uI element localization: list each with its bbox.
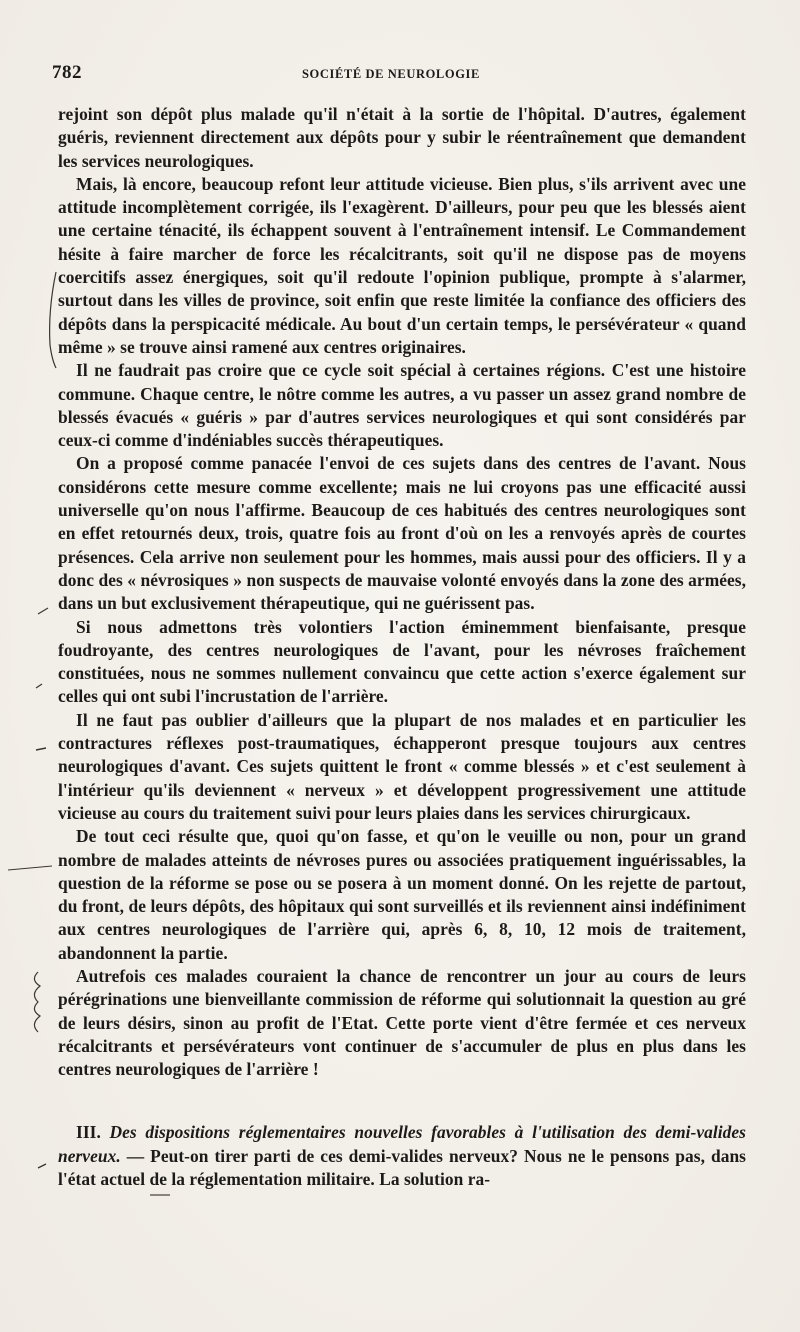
separator-rule [150,1194,170,1196]
paragraph-7: De tout ceci résulte que, quoi qu'on fasse, et qu'on le veuille ou non, pour un grand nombre de malades atteints de névroses pures ou associées pratiquement inguérissables, la question de la réforme se pose ou se posera à un moment donné. On les rejette de partout, du front, de leurs dépôts, des hôpitaux qui sont surveillés et ils reviennent ainsi indéfiniment aux centres neurologiques de l'arrière qui, après 6, 8, 10, 12 mois de traitement, abandonnent la partie. [58,826,746,963]
paragraph-2: Mais, là encore, beaucoup refont leur attitude vicieuse. Bien plus, s'ils arrivent avec une attitude incomplètement corrigée, ils l'exagèrent. D'ailleurs, pour peu que les blessés aient une certaine ténacité, ils échappent souvent à l'entraînement intensif. Le Commandement hésite à faire marcher de force les récalcitrants, soit qu'il ne dispose pas de moyens coercitifs assez énergiques, soit qu'il redoute l'opinion publique, prompte à s'alarmer, surtout dans les villes de province, soit enfin que reste limitée la confiance des officiers des dépôts dans la perspicacité médicale. Au bout d'un certain temps, le persévérateur « quand même » se trouve ainsi ramené aux centres originaires. [58,173,746,357]
paragraph-4: On a proposé comme panacée l'envoi de ces sujets dans des centres de l'avant. Nous considérons cette mesure comme excellente; mais ne lui croyons pas une efficacité aussi universelle qu'on nous l'affirme. Beaucoup de ces habitués des centres neurologiques sont en effet retournés deux, trois, quatre fois au front d'où on les a renvoyés après de courtes présences. Cela arrive non seulement pour les hommes, mais aussi pour des officiers. Il y a donc des « névrosiques » non suspects de mauvaise volonté envoyés dans la zone des armées, dans un but exclusivement thérapeutique, qui ne guérissent pas. [58,453,746,614]
page-header [52,62,752,86]
section-iii-paragraph [58,1121,746,1191]
paragraph-3: Il ne faudrait pas croire que ce cycle soit spécial à certaines régions. C'est une histoire commune. Chaque centre, le nôtre comme les autres, a vu passer un assez grand nombre de blessés évacués « guéris » par d'autres services neurologiques et qui sont considérés par ceux-ci comme d'indéniables succès thérapeutiques. [58,360,746,451]
paragraph-8: Autrefois ces malades couraient la chance de rencontrer un jour au cours de leurs pérégrinations une bienveillante commission de réforme qui solutionnait la question au gré de leurs désirs, sinon au profit de l'Etat. Cette porte vient d'être fermée et ces nerveux récalcitrants et persévérateurs vont continuer de s'accumuler de plus en plus dans les centres neurologiques de l'arrière ! [58,965,746,1080]
running-head: SOCIÉTÉ DE NEUROLOGIE [302,67,480,81]
section-number: III. [76,1122,101,1143]
section-text: — Peut-on tirer parti de ces demi-valides nerveux? Nous ne le pensons pas, dans l'état actuel de la réglementation militaire. La solution ra- [58,1145,746,1190]
page-number: 782 [52,62,82,83]
paragraph-1: rejoint son dépôt plus malade qu'il n'était à la sortie de l'hôpital. D'autres, également guéris, reviennent directement aux dépôts pour y subir le réentraînement que demandent les services neurologiques. [58,104,746,171]
paragraph-6: Il ne faut pas oublier d'ailleurs que la plupart de nos malades et en particulier les contractures réflexes post-traumatiques, échapperont presque toujours aux centres neurologiques d'avant. Ces sujets quittent le front « comme blessés » et c'est seulement à l'intérieur qu'ils deviennent « nerveux » et développent progressivement une attitude vicieuse au cours du traitement suivi pour leurs plaies dans les services chirurgicaux. [58,709,746,823]
margin-annotations [0,0,60,1332]
body-text [58,103,746,1303]
handwritten-margin-marks [0,0,60,1332]
section-title: Des dispositions réglementaires nouvelles favorables à l'utilisation des demi-valides nerveux. [58,1122,746,1166]
paragraph-5: Si nous admettons très volontiers l'action éminemment bienfaisante, presque foudroyante, des centres neurologiques de l'avant, pour les névroses fraîchement constituées, nous ne sommes nullement convaincu que cette action s'exerce également sur celles qui ont subi l'incrustation de l'arrière. [58,616,746,707]
